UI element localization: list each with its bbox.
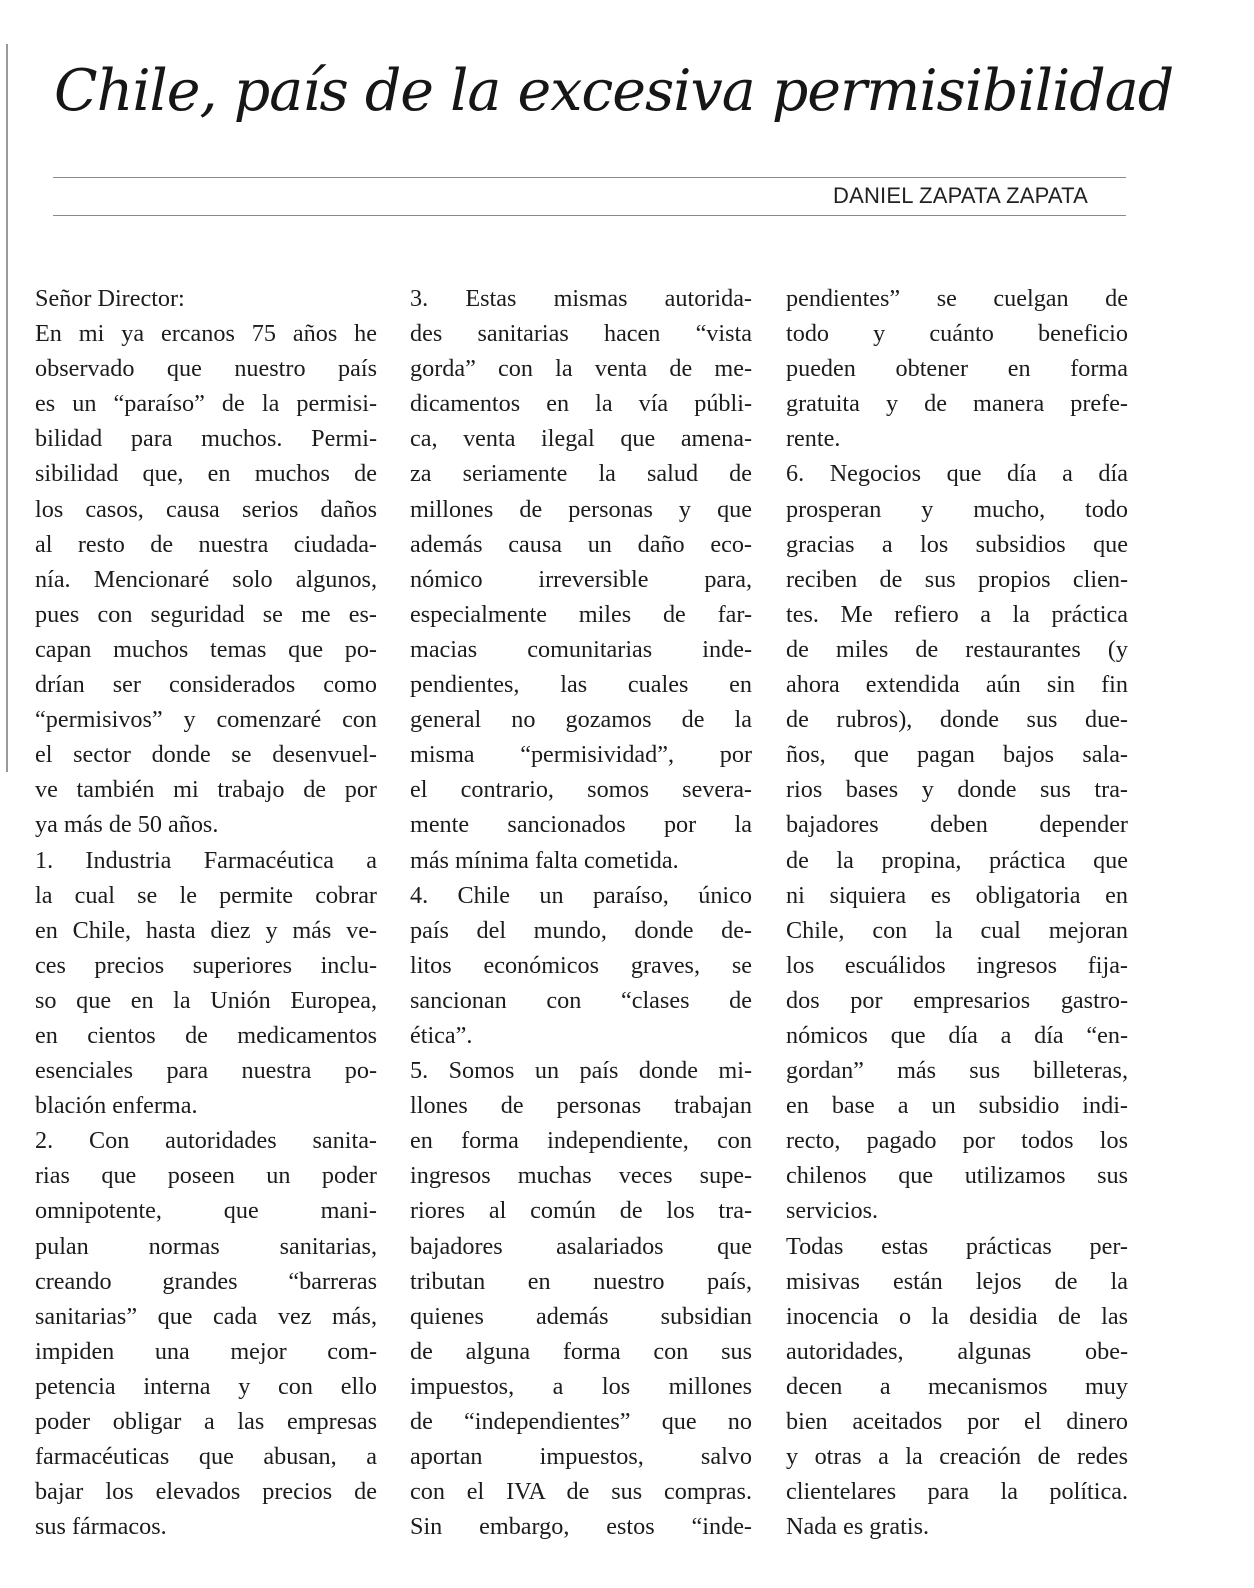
headline: Chile, país de la excesiva permisibilidad (54, 58, 1174, 124)
text-line: en cientos de medicamentos (35, 1021, 377, 1049)
text-line: de alguna forma con sus (410, 1337, 752, 1365)
text-line: sus fármacos. (35, 1513, 167, 1541)
byline-rule-bottom (53, 215, 1126, 216)
text-line: ños, que pagan bajos sala- (786, 741, 1128, 769)
text-line: Sin embargo, estos “inde- (410, 1513, 752, 1541)
text-line: sibilidad que, en muchos de (35, 460, 377, 488)
text-line: 5. Somos un país donde mi- (410, 1057, 752, 1085)
text-line: de rubros), donde sus due- (786, 706, 1128, 734)
text-line: los escuálidos ingresos fija- (786, 951, 1128, 979)
text-line: tes. Me refiero a la práctica (786, 600, 1128, 628)
text-line: es un “paraíso” de la permisi- (35, 390, 377, 418)
text-line: en forma independiente, con (410, 1127, 752, 1155)
text-line: reciben de sus propios clien- (786, 565, 1128, 593)
text-line: nómico irreversible para, (410, 565, 752, 593)
text-line: sancionan con “clases de (410, 986, 752, 1014)
text-line: mente sancionados por la (410, 811, 752, 839)
text-line: ces precios superiores inclu- (35, 951, 377, 979)
text-line: de la propina, práctica que (786, 846, 1128, 874)
text-line: pendientes” se cuelgan de (786, 285, 1128, 312)
text-line: bajadores deben depender (786, 811, 1128, 839)
text-column-2 (410, 281, 752, 1544)
text-column-1 (35, 281, 377, 1544)
text-line: gracias a los subsidios que (786, 530, 1128, 558)
text-line: dicamentos en la vía públi- (410, 390, 752, 418)
text-line: gorda” con la venta de me- (410, 355, 752, 383)
text-line: de “independientes” que no (410, 1408, 752, 1435)
text-line: drían ser considerados como (35, 671, 377, 699)
text-line: y otras a la creación de redes (786, 1443, 1128, 1471)
text-line: 2. Con autoridades sanita- (35, 1127, 377, 1155)
text-line: decen a mecanismos muy (786, 1372, 1128, 1400)
text-line: Todas estas prácticas per- (786, 1232, 1128, 1260)
text-line: clientelares para la política. (786, 1478, 1128, 1506)
text-line: pendientes, las cuales en (410, 671, 752, 699)
text-line: “permisivos” y comenzaré con (35, 706, 377, 734)
text-line: los casos, causa serios daños (35, 495, 377, 523)
text-line: autoridades, algunas obe- (786, 1337, 1128, 1365)
text-line: impiden una mejor com- (35, 1337, 377, 1365)
text-line: 4. Chile un paraíso, único (410, 881, 752, 909)
text-line: rente. (786, 425, 841, 453)
text-line: rios bases y donde sus tra- (786, 776, 1128, 804)
text-line: rias que poseen un poder (35, 1162, 377, 1190)
text-line: en base a un subsidio indi- (786, 1092, 1128, 1120)
text-line: llones de personas trabajan (410, 1092, 752, 1120)
text-line: millones de personas y que (410, 495, 752, 523)
text-line: macias comunitarias inde- (410, 635, 752, 663)
text-line: nía. Mencionaré solo algunos, (35, 565, 377, 593)
text-line: 6. Negocios que día a día (786, 460, 1128, 488)
text-line: la cual se le permite cobrar (35, 881, 377, 909)
text-line: 1. Industria Farmacéutica a (35, 846, 377, 874)
text-line: gordan” más sus billeteras, (786, 1057, 1128, 1085)
text-line: bien aceitados por el dinero (786, 1408, 1128, 1435)
text-line: más mínima falta cometida. (410, 846, 679, 874)
text-line: misivas están lejos de la (786, 1267, 1128, 1295)
text-line: tributan en nuestro país, (410, 1267, 752, 1295)
text-line: misma “permisividad”, por (410, 741, 752, 769)
text-line: pulan normas sanitarias, (35, 1232, 377, 1260)
text-line: ya más de 50 años. (35, 811, 219, 839)
text-line: en Chile, hasta diez y más ve- (35, 916, 377, 944)
text-line: farmacéuticas que abusan, a (35, 1443, 377, 1471)
text-line: prosperan y mucho, todo (786, 495, 1128, 523)
text-line: ni siquiera es obligatoria en (786, 881, 1128, 909)
page-edge-rule (6, 44, 8, 772)
text-line: sanitarias” que cada vez más, (35, 1302, 377, 1330)
text-line: des sanitarias hacen “vista (410, 320, 752, 348)
text-line: ingresos muchas veces supe- (410, 1162, 752, 1190)
text-line: esenciales para nuestra po- (35, 1057, 377, 1085)
text-line: el contrario, somos severa- (410, 776, 752, 804)
text-line: servicios. (786, 1197, 879, 1225)
byline: DANIEL ZAPATA ZAPATA (832, 183, 1088, 208)
text-line: bajadores asalariados que (410, 1232, 752, 1260)
text-line: blación enferma. (35, 1092, 198, 1120)
text-line: creando grandes “barreras (35, 1267, 377, 1295)
text-line: za seriamente la salud de (410, 460, 752, 488)
text-line: poder obligar a las empresas (35, 1408, 377, 1435)
text-line: ahora extendida aún sin fin (786, 671, 1128, 699)
text-column-3 (786, 281, 1128, 1544)
text-line: Nada es gratis. (786, 1513, 930, 1541)
text-line: todo y cuánto beneficio (786, 320, 1128, 348)
text-line: litos económicos graves, se (410, 951, 752, 979)
text-line: dos por empresarios gastro- (786, 986, 1128, 1014)
text-line: capan muchos temas que po- (35, 635, 377, 663)
text-line: chilenos que utilizamos sus (786, 1162, 1128, 1190)
text-line: bilidad para muchos. Permi- (35, 425, 377, 453)
text-line: recto, pagado por todos los (786, 1127, 1128, 1155)
text-line: ca, venta ilegal que amena- (410, 425, 752, 453)
text-line: ética”. (410, 1021, 473, 1049)
text-line: además causa un daño eco- (410, 530, 752, 558)
text-line: bajar los elevados precios de (35, 1478, 377, 1506)
text-line: petencia interna y con ello (35, 1372, 377, 1400)
text-line: el sector donde se desenvuel- (35, 741, 377, 769)
text-line: En mi ya ercanos 75 años he (35, 320, 377, 348)
text-line: inocencia o la desidia de las (786, 1302, 1128, 1330)
text-line: pueden obtener en forma (786, 355, 1128, 383)
text-line: de miles de restaurantes (y (786, 635, 1128, 663)
text-line: general no gozamos de la (410, 706, 752, 734)
text-line: especialmente miles de far- (410, 600, 752, 628)
text-line: omnipotente, que mani- (35, 1197, 377, 1225)
text-line: so que en la Unión Europea, (35, 986, 377, 1014)
text-line: pues con seguridad se me es- (35, 600, 377, 628)
text-line: con el IVA de sus compras. (410, 1478, 752, 1506)
text-line: al resto de nuestra ciudada- (35, 530, 377, 558)
text-line: riores al común de los tra- (410, 1197, 752, 1225)
text-line: quienes además subsidian (410, 1302, 752, 1330)
text-line: 3. Estas mismas autorida- (410, 285, 752, 312)
text-line: nómicos que día a día “en- (786, 1021, 1128, 1049)
byline-rule-top (53, 177, 1126, 178)
text-line: Chile, con la cual mejoran (786, 916, 1128, 944)
text-line: aportan impuestos, salvo (410, 1443, 752, 1471)
text-line: país del mundo, donde de- (410, 916, 752, 944)
text-line: observado que nuestro país (35, 355, 377, 383)
text-line: impuestos, a los millones (410, 1372, 752, 1400)
text-line: gratuita y de manera prefe- (786, 390, 1128, 418)
text-line: ve también mi trabajo de por (35, 776, 377, 804)
text-line: Señor Director: (35, 285, 185, 312)
